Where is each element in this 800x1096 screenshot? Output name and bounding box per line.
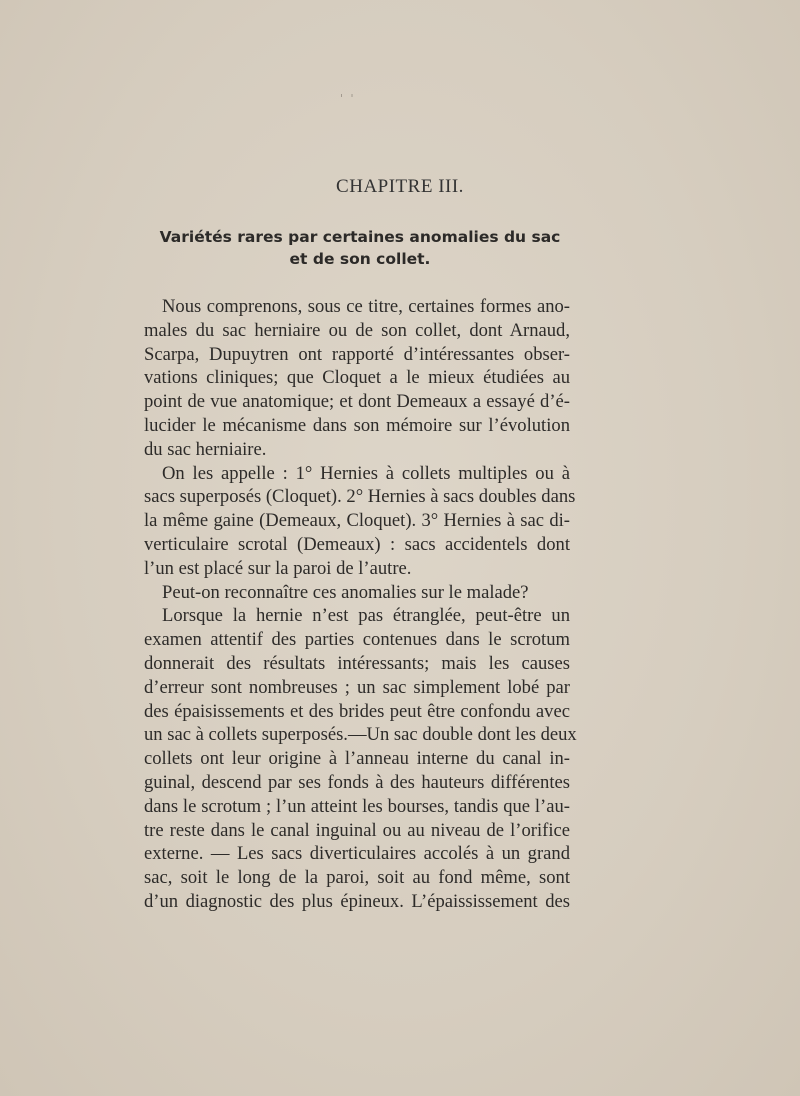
text-line: d’un diagnostic des plus épineux. L’épaississement des bbox=[144, 890, 570, 912]
text-line: tre reste dans le canal inguinal ou au niveau de l’orifice bbox=[144, 819, 570, 841]
text-line: point de vue anatomique; et dont Demeaux a essayé d’é- bbox=[144, 391, 570, 413]
text-line: vations cliniques; que Cloquet a le mieux étudiées au bbox=[144, 367, 570, 389]
text-line: donnerait des résultats intéressants; mais les causes bbox=[144, 652, 570, 674]
text-line: Scarpa, Dupuytren ont rapporté d’intéressantes obser- bbox=[144, 343, 570, 365]
text-line: la même gaine (Demeaux, Cloquet). 3° Hernies à sac di- bbox=[144, 510, 570, 532]
text-line: externe. — Les sacs diverticulaires accolés à un grand bbox=[144, 843, 570, 865]
text-line: sacs superposés (Cloquet). 2° Hernies à sacs doubles dans bbox=[144, 486, 576, 508]
text-line: des épaisissements et des brides peut être confondu avec bbox=[144, 700, 570, 722]
text-line: un sac à collets superposés.—Un sac double dont les deux bbox=[144, 724, 577, 746]
text-line: lucider le mécanisme dans son mémoire sur l’évolution bbox=[144, 414, 570, 436]
text-line: On les appelle : 1° Hernies à collets multiples ou à bbox=[162, 462, 570, 484]
text-line: collets ont leur origine à l’anneau interne du canal in- bbox=[144, 748, 570, 770]
text-line: du sac herniaire. bbox=[144, 438, 267, 460]
chapter-heading: CHAPITRE III. bbox=[336, 176, 464, 197]
text-line: Nous comprenons, sous ce titre, certaines formes ano- bbox=[162, 296, 570, 317]
text-line: guinal, descend par ses fonds à des hauteurs différentes bbox=[144, 771, 570, 793]
section-title-line: et de son collet. bbox=[289, 250, 431, 268]
text-line: sac, soit le long de la paroi, soit au fond même, sont bbox=[144, 867, 570, 889]
text-line: Peut-on reconnaître ces anomalies sur le malade? bbox=[162, 581, 529, 603]
text-line: dans le scrotum ; l’un atteint les bourses, tandis que l’au- bbox=[144, 795, 570, 817]
text-line: d’erreur sont nombreuses ; un sac simplement lobé par bbox=[144, 676, 570, 698]
text-line: examen attentif des parties contenues dans le scrotum bbox=[144, 629, 570, 651]
page-mark: ' ' bbox=[340, 92, 356, 105]
section-title-line: Variétés rares par certaines anomalies du sac bbox=[159, 228, 561, 246]
text-line: males du sac herniaire ou de son collet, dont Arnaud, bbox=[144, 319, 570, 341]
text-line: l’un est placé sur la paroi de l’autre. bbox=[144, 557, 412, 579]
section-title bbox=[150, 226, 570, 270]
text-line: verticulaire scrotal (Demeaux) : sacs accidentels dont bbox=[144, 533, 570, 555]
body-text bbox=[144, 295, 577, 914]
text-line: Lorsque la hernie n’est pas étranglée, peut-être un bbox=[162, 605, 570, 627]
